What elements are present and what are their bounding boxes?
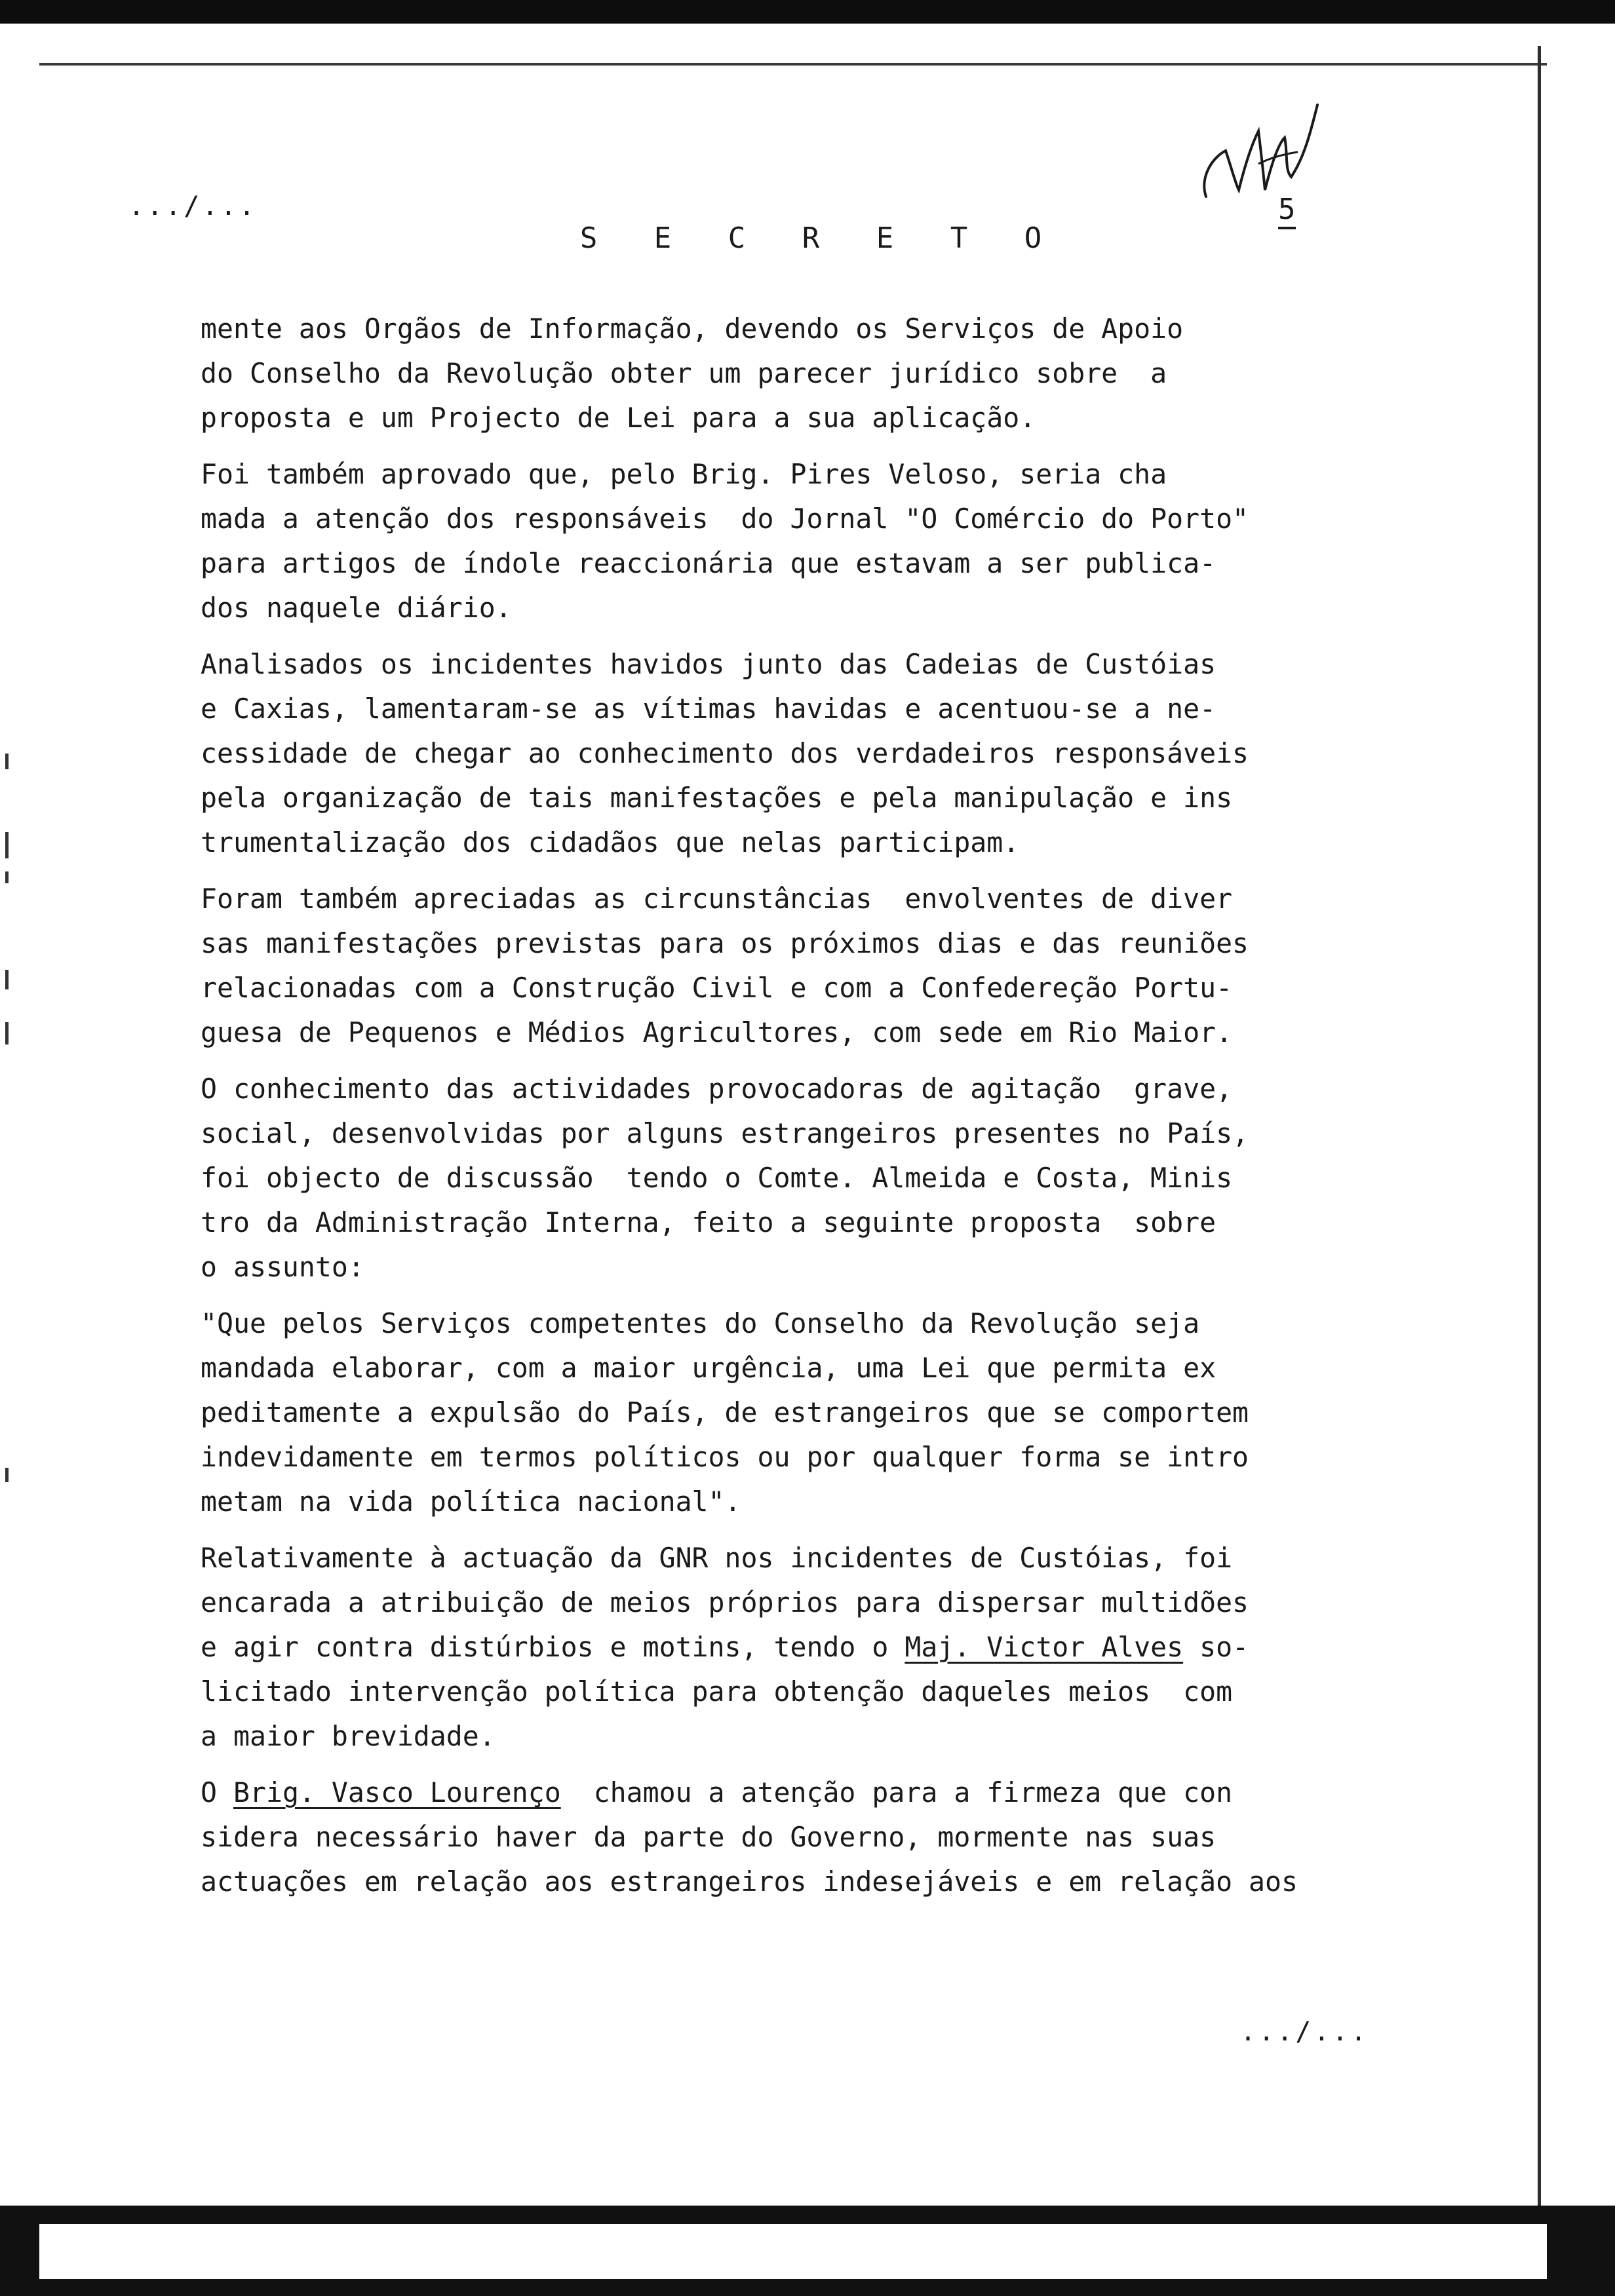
- text-line: relacionadas com a Construção Civil e com a Confedereção Portu-: [201, 972, 1233, 1004]
- text-line: "Que pelos Serviços competentes do Conselho da Revolução seja: [201, 1307, 1200, 1339]
- text-line: metam na vida política nacional".: [201, 1485, 741, 1518]
- text-line: pela organização de tais manifestações e pela manipulação e ins: [201, 782, 1233, 814]
- scan-specks-left: [5, 754, 10, 1605]
- underlined-name-vasco-lourenco: Brig. Vasco Lourenço: [233, 1776, 561, 1808]
- classification-label: S E C R E T O: [579, 221, 1062, 255]
- handwritten-initials: [1186, 92, 1344, 223]
- scan-line-top: [39, 63, 1547, 66]
- text-line: e Caxias, lamentaram-se as vítimas havidas e acentuou-se a ne-: [201, 693, 1216, 725]
- text-line: dos naquele diário.: [201, 592, 512, 624]
- text-line: Foi também aprovado que, pelo Brig. Pires Veloso, seria cha: [201, 458, 1167, 490]
- underlined-name-victor-alves: Maj. Victor Alves: [905, 1631, 1184, 1663]
- paragraph-2: [201, 452, 1374, 630]
- scan-border-bottom: [0, 2206, 1615, 2296]
- text-fragment: O: [201, 1776, 233, 1808]
- text-line: peditamente a expulsão do País, de estrangeiros que se comportem: [201, 1396, 1249, 1428]
- text-line: O conhecimento das actividades provocadoras de agitação grave,: [201, 1073, 1233, 1105]
- text-line: cessidade de chegar ao conhecimento dos verdadeiros responsáveis: [201, 737, 1249, 769]
- paragraph-5: [201, 1067, 1374, 1290]
- text-line: tro da Administração Interna, feito a seguinte proposta sobre: [201, 1206, 1216, 1238]
- text-line: a maior brevidade.: [201, 1720, 496, 1752]
- paragraph-6-quote: [201, 1301, 1374, 1524]
- text-line: actuações em relação aos estrangeiros indesejáveis e em relação aos: [201, 1866, 1298, 1898]
- text-line: proposta e um Projecto de Lei para a sua aplicação.: [201, 402, 1036, 434]
- text-line: foi objecto de discussão tendo o Comte. Almeida e Costa, Minis: [201, 1162, 1233, 1194]
- paragraph-1: [201, 307, 1374, 440]
- text-line: indevidamente em termos políticos ou por qualquer forma se intro: [201, 1441, 1249, 1473]
- scan-line-right: [1538, 46, 1541, 2234]
- continuation-mark-top: .../...: [128, 191, 258, 221]
- text-fragment: e agir contra distúrbios e motins, tendo o: [201, 1631, 905, 1663]
- text-line: Foram também apreciadas as circunstâncias envolventes de diver: [201, 883, 1233, 915]
- text-line: guesa de Pequenos e Médios Agricultores, com sede em Rio Maior.: [201, 1016, 1233, 1048]
- paragraph-3: [201, 642, 1374, 865]
- text-line: [201, 1770, 1374, 1815]
- text-line: sas manifestações previstas para os próximos dias e das reuniões: [201, 927, 1249, 959]
- text-line: mente aos Orgãos de Informação, devendo os Serviços de Apoio: [201, 313, 1184, 345]
- paragraph-7: [201, 1536, 1374, 1759]
- text-fragment: so-: [1183, 1631, 1249, 1663]
- text-line: mada a atenção dos responsáveis do Jornal "O Comércio do Porto": [201, 503, 1249, 535]
- text-line: o assunto:: [201, 1251, 364, 1283]
- text-line: do Conselho da Revolução obter um parecer jurídico sobre a: [201, 357, 1167, 389]
- text-line: trumentalização dos cidadãos que nelas participam.: [201, 826, 1020, 858]
- paragraph-4: [201, 877, 1374, 1055]
- page-number: 5: [1278, 194, 1296, 229]
- text-line: para artigos de índole reaccionária que estavam a ser publica-: [201, 547, 1216, 579]
- text-fragment: chamou a atenção para a firmeza que con: [560, 1776, 1233, 1808]
- continuation-mark-bottom: .../...: [1240, 2017, 1369, 2047]
- text-line: mandada elaborar, com a maior urgência, uma Lei que permita ex: [201, 1352, 1216, 1384]
- document-body: [201, 307, 1374, 1916]
- text-line: Analisados os incidentes havidos junto das Cadeias de Custóias: [201, 648, 1216, 680]
- text-line: licitado intervenção política para obtenção daqueles meios com: [201, 1675, 1233, 1708]
- text-line: encarada a atribuição de meios próprios para dispersar multidões: [201, 1586, 1249, 1618]
- text-line: sidera necessário haver da parte do Governo, mormente nas suas: [201, 1821, 1216, 1853]
- paragraph-8: [201, 1770, 1374, 1904]
- text-line: [201, 1625, 1374, 1670]
- text-line: social, desenvolvidas por alguns estrangeiros presentes no País,: [201, 1117, 1249, 1149]
- text-line: Relativamente à actuação da GNR nos incidentes de Custóias, foi: [201, 1542, 1233, 1574]
- scan-border-top: [0, 0, 1615, 24]
